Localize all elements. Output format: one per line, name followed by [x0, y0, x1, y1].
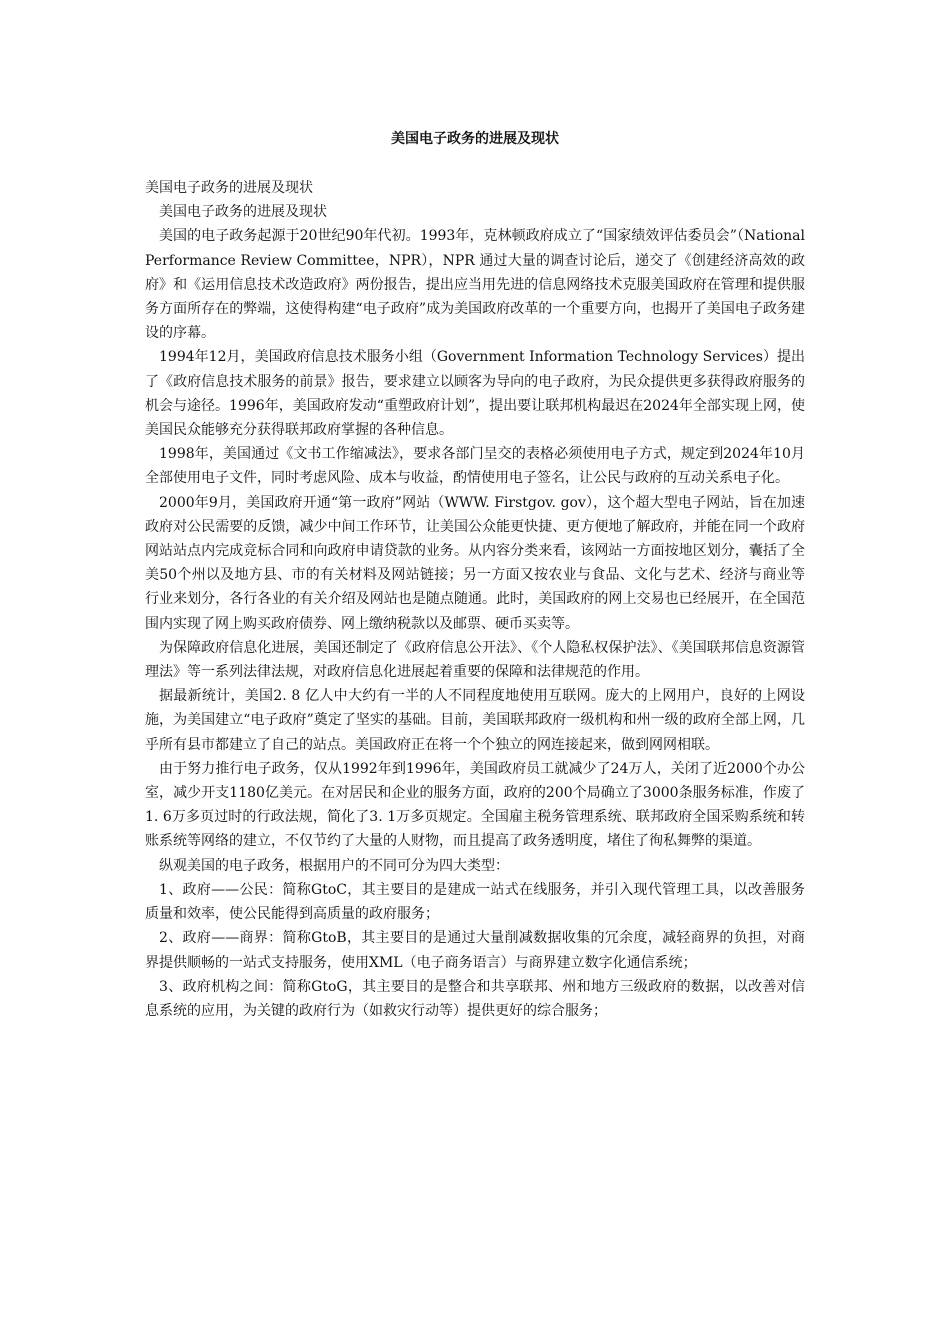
paragraph: 美国的电子政务起源于20世纪90年代初。1993年，克林顿政府成立了“国家绩效评估委员会”（National Performance Review Committee，NPR），NPR 通过大量的调查讨论后，递交了《创建经济高效的政府》和《运用信息技术改造政府》两份报告，提出应当用先进的信息网络技术克服美国政府在管理和提供服务方面所存在的弊端，这使得构建“电子政府”成为美国政府改革的一个重要方向，也揭开了美国电子政务建设的序幕。 [145, 228, 805, 342]
paragraph: 据最新统计，美国2. 8 亿人中大约有一半的人不同程度地使用互联网。庞大的上网用户，良好的上网设施，为美国建立“电子政府”奠定了坚实的基础。目前，美国联邦政府一级机构和州一级的政府全部上网，几乎所有县市都建立了自己的站点。美国政府正在将一个个独立的网连接起来，做到网网相联。 [145, 688, 805, 753]
document-title: 美国电子政务的进展及现状 [391, 131, 559, 147]
paragraph: 3、政府机构之间：简称GtoG，其主要目的是整合和共享联邦、州和地方三级政府的数据，以改善对信息系统的应用，为关键的政府行为（如救灾行动等）提供更好的综合服务； [145, 978, 805, 1019]
paragraph: 2000年9月，美国政府开通“第一政府”网站（WWW. Firstgov. gov），这个超大型电子网站，旨在加速政府对公民需要的反馈，减少中间工作环节，让美国公众能更快捷、更方便地了解政府，并能在同一个政府网站站点内完成竞标合同和向政府申请贷款的业务。从内容分类来看，该网站一方面按地区划分，囊括了全美50个州以及地方县、市的有关材料及网站链接；另一方面又按农业与食品、文化与艺术、经济与商业等行业来划分，各行各业的有关介绍及网站也是随点随通。此时，美国政府的网上交易也已经展开，在全国范围内实现了网上购买政府债券、网上缴纳税款以及邮票、硬币买卖等。 [145, 494, 805, 632]
paragraph: 为保障政府信息化进展，美国还制定了《政府信息公开法》、《个人隐私权保护法》、《美国联邦信息资源管理法》等一系列法律法规，对政府信息化进展起着重要的保障和法律规范的作用。 [145, 639, 805, 681]
paragraph: 美国电子政务的进展及现状 [159, 204, 327, 221]
paragraph: 1998年，美国通过《文书工作缩减法》，要求各部门呈交的表格必须使用电子方式，规定到2024年10月全部使用电子文件，同时考虑风险、成本与收益，酌情使用电子签名，让公民与政府的互动关系电子化。 [145, 446, 805, 487]
paragraph: 2、政府——商界：简称GtoB，其主要目的是通过大量削减数据收集的冗余度，减轻商界的负担，对商界提供顺畅的一站式支持服务，使用XML（电子商务语言）与商界建立数字化通信系统； [145, 930, 805, 971]
paragraph: 美国电子政务的进展及现状 [145, 180, 313, 196]
paragraph: 纵观美国的电子政务，根据用户的不同可分为四大类型： [159, 857, 509, 874]
document-body [145, 176, 805, 1023]
paragraph: 1、政府——公民：简称GtoC，其主要目的是建成一站式在线服务，并引入现代管理工具，以改善服务质量和效率，使公民能得到高质量的政府服务； [145, 881, 805, 923]
paragraph: 由于努力推行电子政务，仅从1992年到1996年，美国政府员工就减少了24万人，关闭了近2000个办公室，减少开支1180亿美元。在对居民和企业的服务方面，政府的200个局确立了3000条服务标准，作废了1. 6万多页过时的行政法规，简化了3. 1万多页规定。全国雇主税务管理系统、联邦政府全国采购系统和转账系统等网络的建立，不仅节约了大量的人财物，而且提高了政务透明度，堵住了徇私舞弊的渠道。 [145, 760, 805, 850]
paragraph: 1994年12月，美国政府信息技术服务小组（Government Information Technology Services）提出了《政府信息技术服务的前景》报告，要求建立以顾客为导向的电子政府，为民众提供更多获得政府服务的机会与途径。1996年，美国政府发动“重塑政府计划”，提出要让联邦机构最迟在2024年全部实现上网，使美国民众能够充分获得联邦政府掌握的各种信息。 [145, 349, 805, 439]
